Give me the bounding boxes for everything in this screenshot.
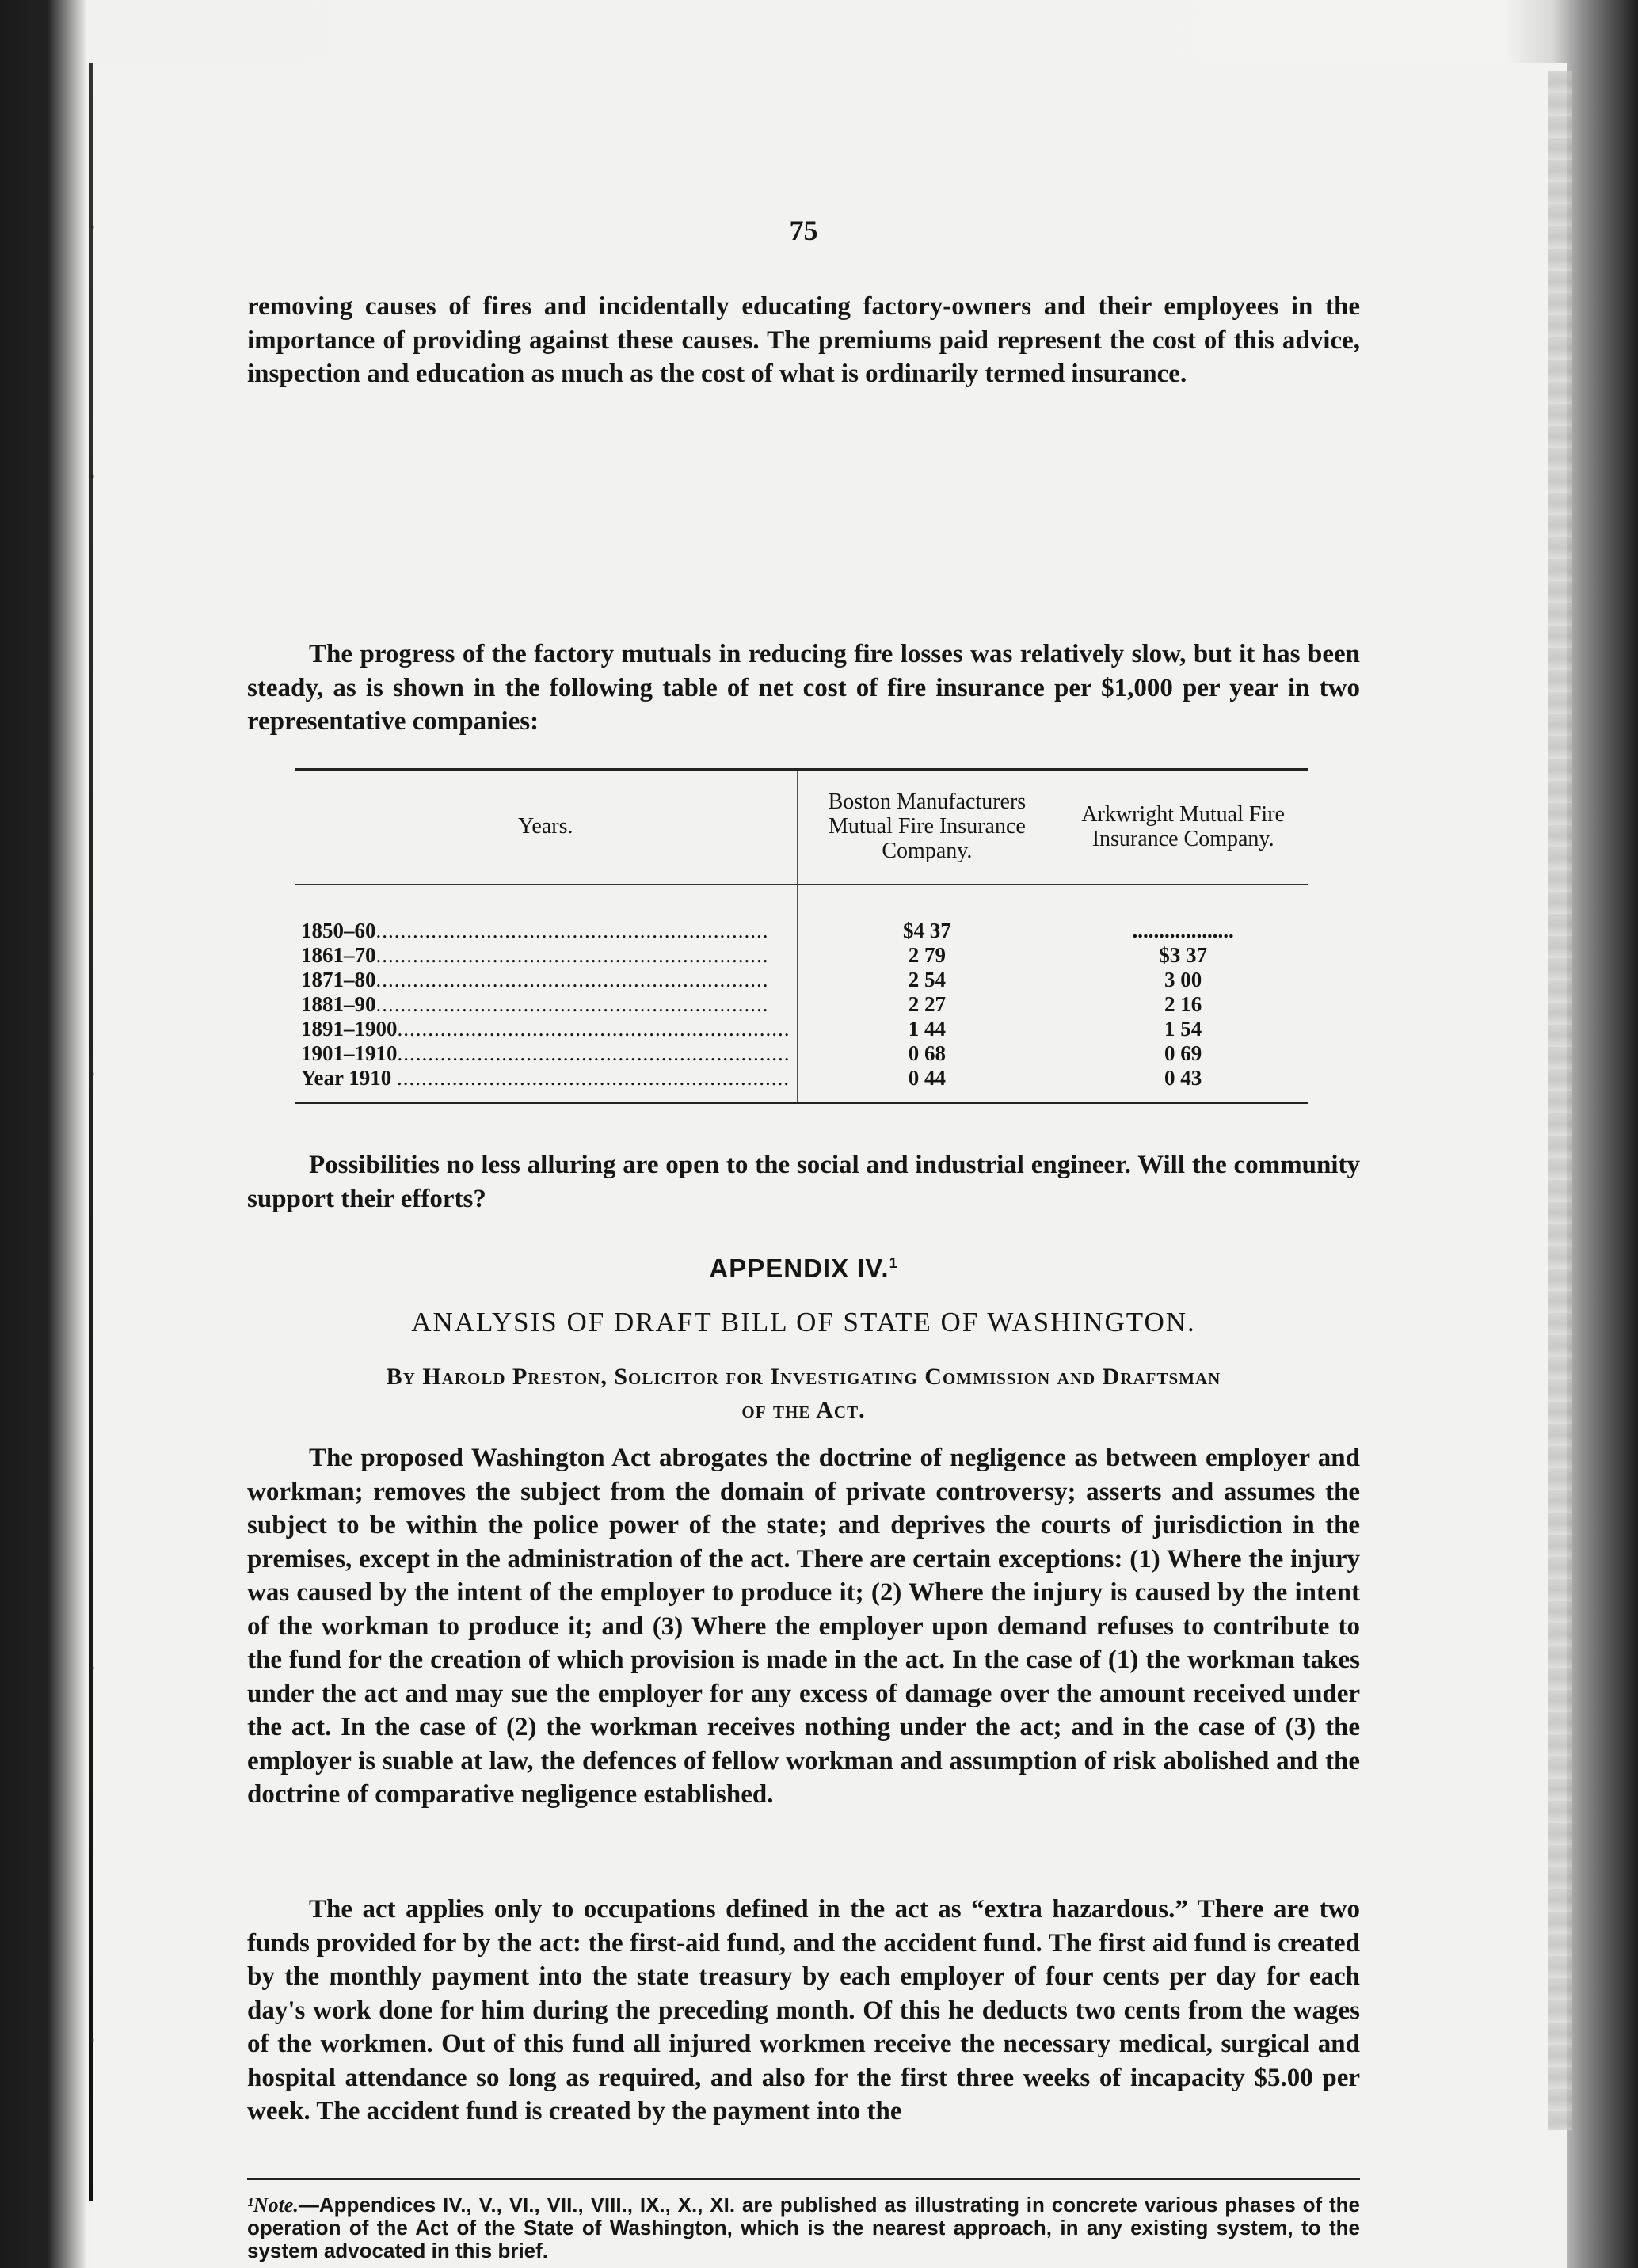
table-row xyxy=(295,968,1308,992)
margin-mark: · xyxy=(89,1655,97,1683)
section-title: ANALYSIS OF DRAFT BILL OF STATE OF WASHINGTON. xyxy=(411,1307,1196,1338)
footnote-marker: 1 xyxy=(889,1255,898,1271)
arkwright-value: ................... xyxy=(1057,885,1308,943)
footnote-rule xyxy=(247,2178,1360,2180)
column-header-boston: Boston Manufacturers Mutual Fire Insurance Company. xyxy=(797,770,1057,885)
footnote-text: —Appendices IV., V., VI., VII., VIII., IX., X., XI. are published as illustrating in concrete various phases of the operation of the Act of the State of Washington, which is the nearest approach, in any existing system, to the system advocated in this brief. xyxy=(247,2193,1360,2262)
page-binding-edge xyxy=(89,63,93,2201)
arkwright-value: 0 69 xyxy=(1057,1041,1308,1066)
column-header-years: Years. xyxy=(295,770,797,885)
leader-dots: ................................................................ xyxy=(397,1017,790,1041)
byline xyxy=(247,1360,1360,1427)
boston-value: 2 79 xyxy=(797,943,1057,968)
table-row xyxy=(295,1066,1308,1103)
fire-insurance-cost-table xyxy=(295,768,1308,1104)
years-cell: 1901–1910................................................................ xyxy=(301,1041,790,1065)
paragraph: removing causes of fires and incidentally educating factory-owners and their employees in the importance of providing against these causes. The premiums paid represent the cost of this advice, inspection and education as much as the cost of what is ordinarily termed insurance. xyxy=(247,292,1360,388)
boston-value: 0 44 xyxy=(797,1066,1057,1103)
table-row xyxy=(295,885,1308,943)
margin-mark: · xyxy=(89,1061,97,1089)
margin-mark: · xyxy=(89,2027,97,2055)
years-cell: 1871–80................................................................ xyxy=(301,968,769,991)
footnote-label: ¹Note. xyxy=(247,2194,299,2217)
leader-dots: ................................................................ xyxy=(375,992,769,1016)
table-row xyxy=(295,992,1308,1017)
leader-dots: ................................................................ xyxy=(375,968,769,991)
appendix-title: APPENDIX IV.$^1$ xyxy=(709,1254,898,1283)
arkwright-value: 0 43 xyxy=(1057,1066,1308,1103)
footnote xyxy=(247,2194,1360,2262)
boston-value: 1 44 xyxy=(797,1017,1057,1041)
margin-mark: · xyxy=(89,463,97,491)
column-header-arkwright: Arkwright Mutual Fire Insurance Company. xyxy=(1057,770,1308,885)
leader-dots: ................................................................ xyxy=(375,943,769,967)
paragraph: The proposed Washington Act abrogates the doctrine of negligence as between employer and workman; removes the subject from the domain of private controversy; asserts and assumes the subject to be within the police power of the state; and deprives the courts of jurisdiction in the premises, except in the administration of the act. There are certain exceptions: (1) Where the injury was caused by the intent of the employer to produce it; (2) Where the injury is caused by the intent of the workman to produce it; and (3) Where the employer upon demand refuses to contribute to the fund for the creation of which provision is made in the act. In the case of (1) the workman takes under the act and may sue the employer for any excess of damage over the amount received under the act. In the case of (2) the workman receives nothing under the act; and in the case of (3) the employer is suable at law, the defences of fellow workman and assumption of risk abolished and the doctrine of comparative negligence established. xyxy=(247,1444,1360,1809)
leader-dots: ................................................................ xyxy=(375,919,769,942)
byline-line: By Harold Preston, Solicitor for Investigating Commission and Draftsman xyxy=(386,1364,1221,1390)
boston-value: 2 54 xyxy=(797,968,1057,992)
arkwright-value: 2 16 xyxy=(1057,992,1308,1017)
leader-dots: ................................................................ xyxy=(397,1041,790,1065)
years-cell: 1850–60................................................................ xyxy=(301,919,769,942)
table-row xyxy=(295,1041,1308,1066)
page-stack-edge xyxy=(1548,71,1572,2130)
table-row xyxy=(295,1017,1308,1041)
paragraph: The act applies only to occupations defined in the act as “extra hazardous.” There are two funds provided for by the act: the first-aid fund, and the accident fund. The first aid fund is created by the monthly payment into the state treasury by each employer of four cents per day for each day's work done for him during the preceding month. Of this he deducts two cents from the wages of the workmen. Out of this fund all injured workmen receive the necessary medical, surgical and hospital attendance so long as required, and also for the first three weeks of incapacity $5.00 per week. The accident fund is created by the payment into the xyxy=(247,1895,1360,2125)
margin-mark: · xyxy=(89,214,97,242)
years-cell: 1861–70................................................................ xyxy=(301,943,769,967)
boston-value: 2 27 xyxy=(797,992,1057,1017)
years-cell: 1881–90................................................................ xyxy=(301,992,769,1016)
byline-line: of the Act. xyxy=(741,1397,866,1423)
years-cell: 1891–1900................................................................ xyxy=(301,1017,790,1041)
boston-value: $4 37 xyxy=(797,885,1057,943)
paragraph: Possibilities no less alluring are open to the social and industrial engineer. Will the community support their efforts? xyxy=(247,1151,1360,1213)
arkwright-value: 3 00 xyxy=(1057,968,1308,992)
arkwright-value: 1 54 xyxy=(1057,1017,1308,1041)
boston-value: 0 68 xyxy=(797,1041,1057,1066)
paragraph: The progress of the factory mutuals in reducing fire losses was relatively slow, but it has been steady, as is shown in the following table of net cost of fire insurance per $1,000 per year in two representative companies: xyxy=(247,640,1360,736)
page-number: 75 xyxy=(789,215,818,246)
arkwright-value: $3 37 xyxy=(1057,943,1308,968)
years-cell: Year 1910 ................................................................ xyxy=(295,1066,797,1103)
leader-dots: ................................................................ xyxy=(397,1066,790,1090)
table-row xyxy=(295,943,1308,968)
